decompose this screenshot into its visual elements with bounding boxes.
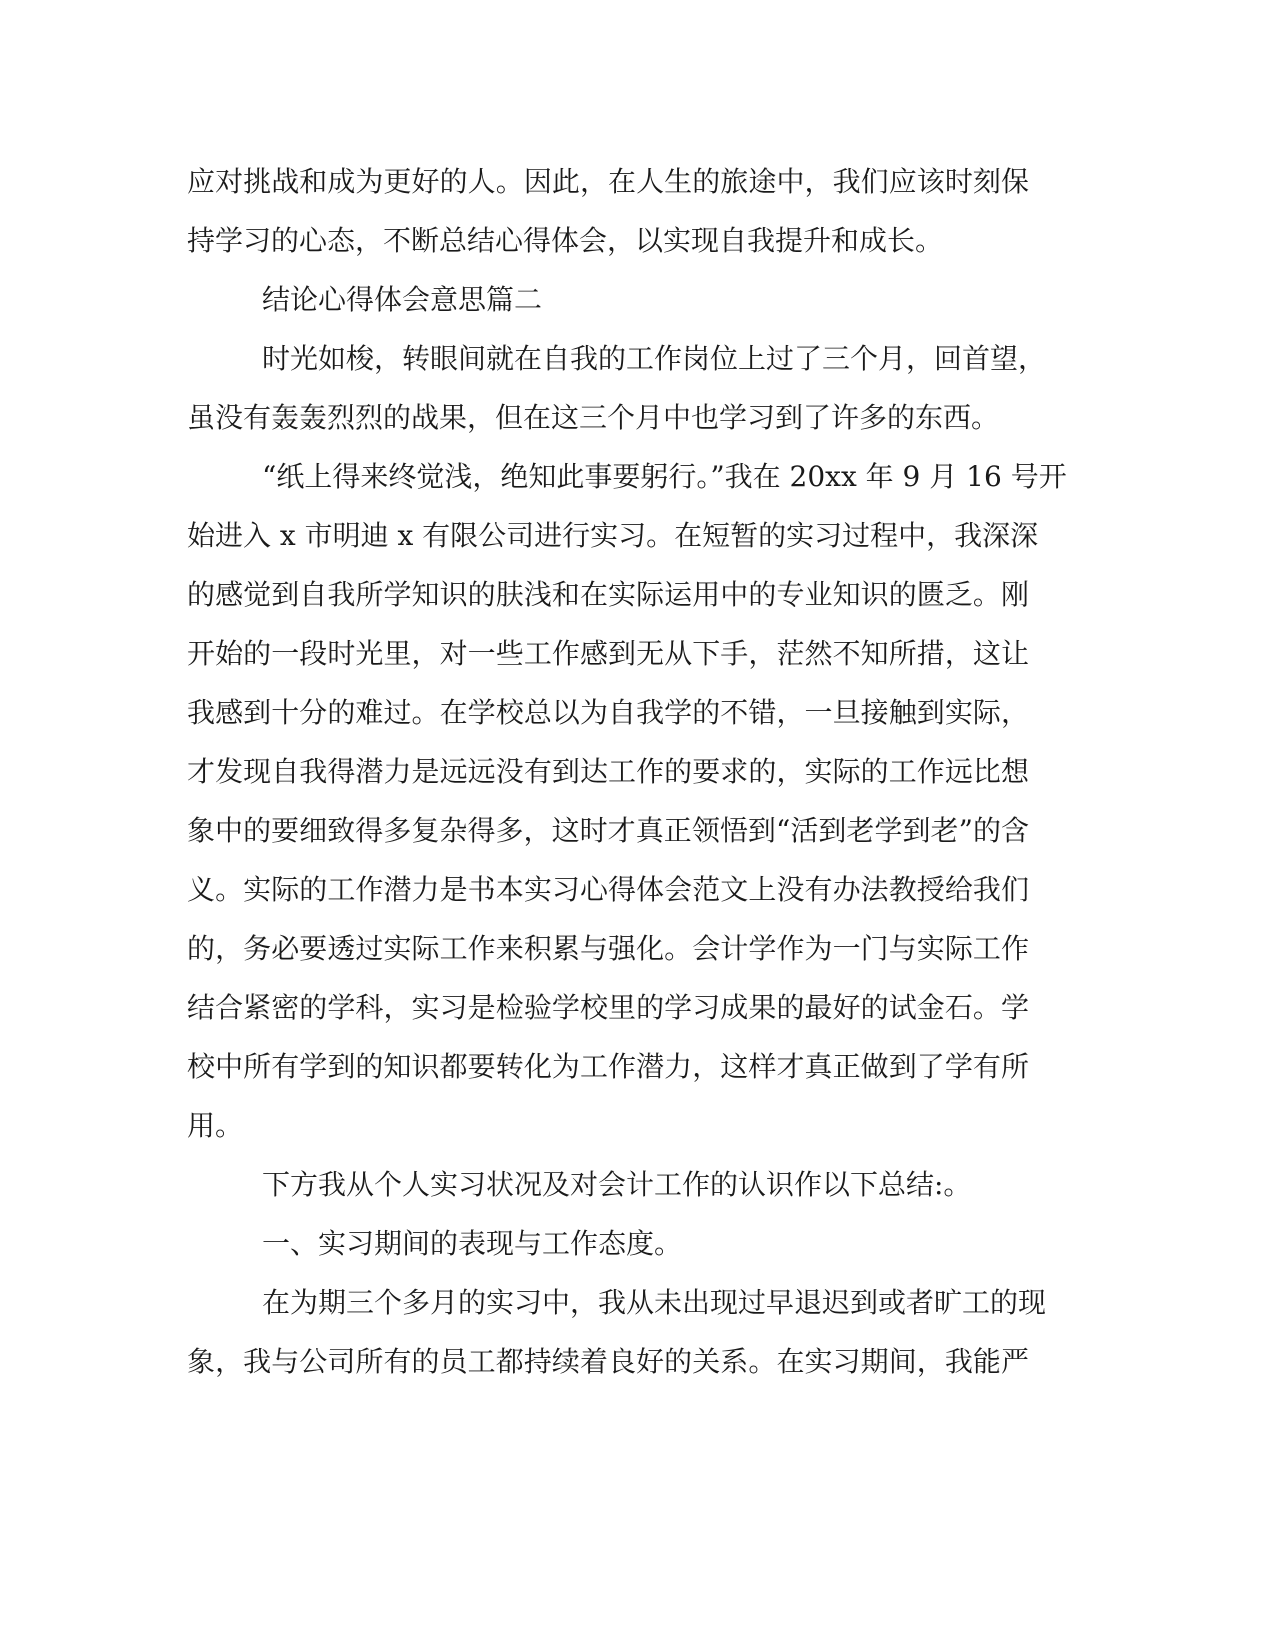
- text-line: 才发现自我得潜力是远远没有到达工作的要求的，实际的工作远比想: [187, 755, 1029, 788]
- text-line: 结合紧密的学科，实习是检验学校里的学习成果的最好的试金石。学: [187, 991, 1029, 1024]
- text-line: 义。实际的工作潜力是书本实习心得体会范文上没有办法教授给我们: [187, 873, 1029, 906]
- text-line: 在为期三个多月的实习中，我从未出现过早退迟到或者旷工的现: [262, 1286, 1047, 1319]
- text-line: 我感到十分的难过。在学校总以为自我学的不错，一旦接触到实际，: [187, 696, 1029, 729]
- text-line: 始进入 x 市明迪 x 有限公司进行实习。在短暂的实习过程中，我深深: [187, 519, 1039, 552]
- text-line: 象中的要细致得多复杂得多，这时才真正领悟到“活到老学到老”的含: [187, 814, 1029, 847]
- text-line: 象，我与公司所有的员工都持续着良好的关系。在实习期间，我能严: [187, 1345, 1029, 1378]
- section-heading: 一、实习期间的表现与工作态度。: [262, 1227, 683, 1260]
- text-line: “纸上得来终觉浅，绝知此事要躬行。”我在 20xx 年 9 月 16 号开: [262, 460, 1067, 493]
- text-line: 虽没有轰轰烈烈的战果，但在这三个月中也学习到了许多的东西。: [187, 401, 1000, 434]
- section-heading: 结论心得体会意思篇二: [262, 283, 543, 316]
- text-line: 应对挑战和成为更好的人。因此，在人生的旅途中，我们应该时刻保: [187, 165, 1029, 198]
- text-line: 用。: [187, 1109, 244, 1142]
- text-line: 持学习的心态，不断总结心得体会，以实现自我提升和成长。: [187, 224, 944, 257]
- text-line: 时光如梭，转眼间就在自我的工作岗位上过了三个月，回首望，: [262, 342, 1047, 375]
- text-line: 的，务必要透过实际工作来积累与强化。会计学作为一门与实际工作: [187, 932, 1029, 965]
- text-line: 开始的一段时光里，对一些工作感到无从下手，茫然不知所措，这让: [187, 637, 1029, 670]
- text-line: 校中所有学到的知识都要转化为工作潜力，这样才真正做到了学有所: [187, 1050, 1029, 1083]
- text-line: 下方我从个人实习状况及对会计工作的认识作以下总结:。: [262, 1168, 972, 1201]
- text-line: 的感觉到自我所学知识的肤浅和在实际运用中的专业知识的匮乏。刚: [187, 578, 1029, 611]
